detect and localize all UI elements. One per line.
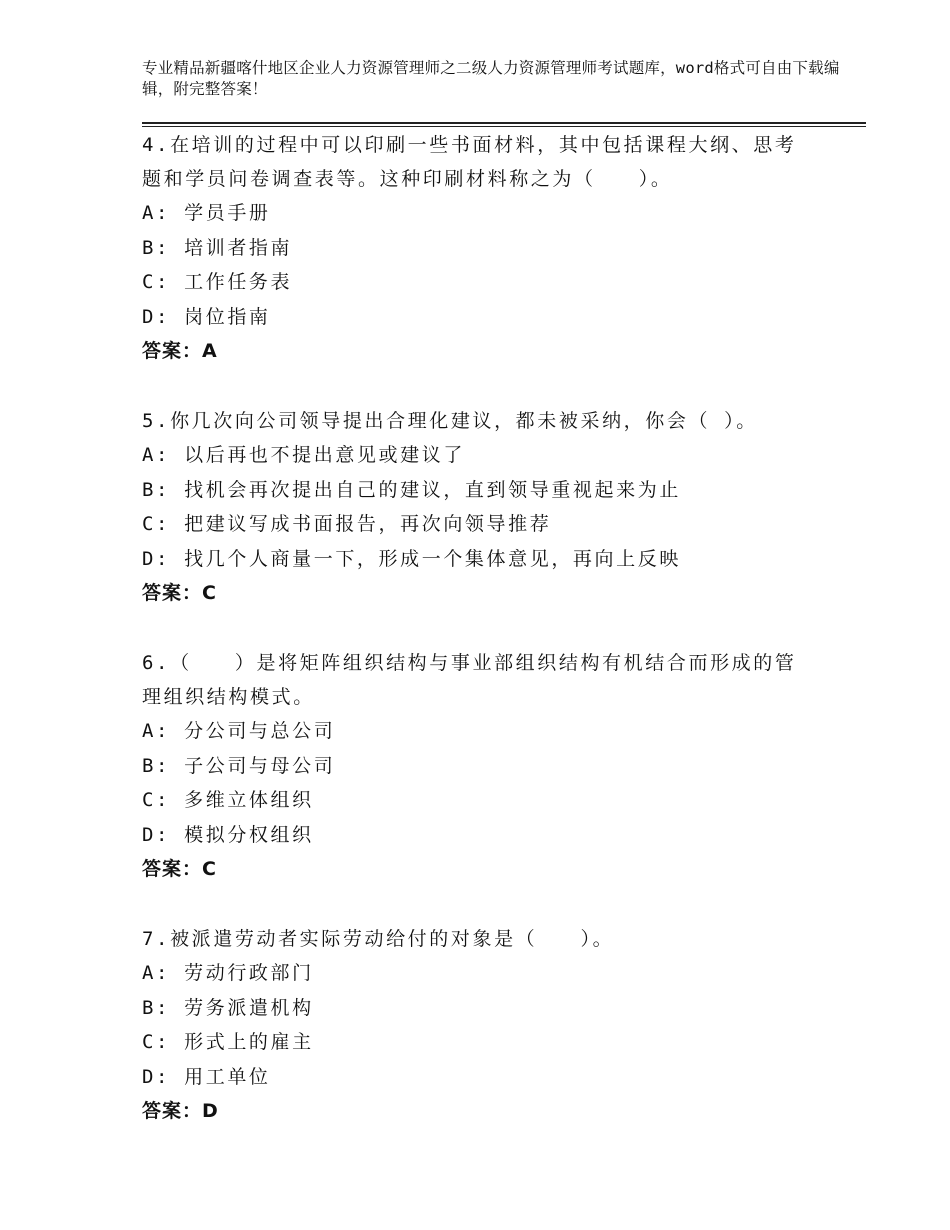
option-c: C: 多维立体组织	[142, 789, 314, 811]
question-stem: 5.你几次向公司领导提出合理化建议，都未被采纳，你会（ ）。	[142, 410, 758, 432]
question-stem: 7.被派遣劳动者实际劳动给付的对象是（ ）。	[142, 928, 615, 950]
answer: 答案：C	[142, 582, 217, 604]
answer: 答案：A	[142, 340, 218, 362]
question-stem: 6.（ ）是将矩阵组织结构与事业部组织结构有机结合而形成的管理组织结构模式。	[142, 652, 797, 708]
question-7	[142, 922, 842, 1128]
option-b: B: 培训者指南	[142, 236, 293, 259]
option-d: D: 模拟分权组织	[142, 823, 314, 846]
header-rule-thick	[142, 122, 866, 124]
option-c: C: 形式上的雇主	[142, 1031, 314, 1053]
question-4	[142, 128, 842, 368]
option-a: A: 劳动行政部门	[142, 962, 314, 984]
document-header: 专业精品新疆喀什地区企业人力资源管理师之二级人力资源管理师考试题库，word格式可自由下载编辑，附完整答案！	[142, 59, 840, 98]
header-rule-thin	[142, 126, 866, 127]
option-d: D: 找几个人商量一下，形成一个集体意见，再向上反映	[142, 547, 681, 570]
option-b: B: 找机会再次提出自己的建议，直到领导重视起来为止	[142, 478, 681, 501]
question-list	[142, 128, 842, 1164]
option-c: C: 工作任务表	[142, 271, 293, 293]
option-b: B: 子公司与母公司	[142, 754, 336, 777]
question-stem: 4.在培训的过程中可以印刷一些书面材料，其中包括课程大纲、思考题和学员问卷调查表等。这种印刷材料称之为（ ）。	[142, 134, 797, 190]
option-a: A: 以后再也不提出意见或建议了	[142, 444, 465, 466]
option-a: A: 分公司与总公司	[142, 720, 336, 742]
option-d: D: 用工单位	[142, 1065, 271, 1088]
option-a: A: 学员手册	[142, 202, 271, 224]
answer: 答案：C	[142, 858, 217, 880]
option-c: C: 把建议写成书面报告，再次向领导推荐	[142, 513, 552, 535]
option-d: D: 岗位指南	[142, 305, 271, 328]
answer: 答案：D	[142, 1100, 219, 1122]
option-b: B: 劳务派遣机构	[142, 996, 314, 1019]
question-6	[142, 646, 842, 886]
question-5	[142, 404, 842, 610]
